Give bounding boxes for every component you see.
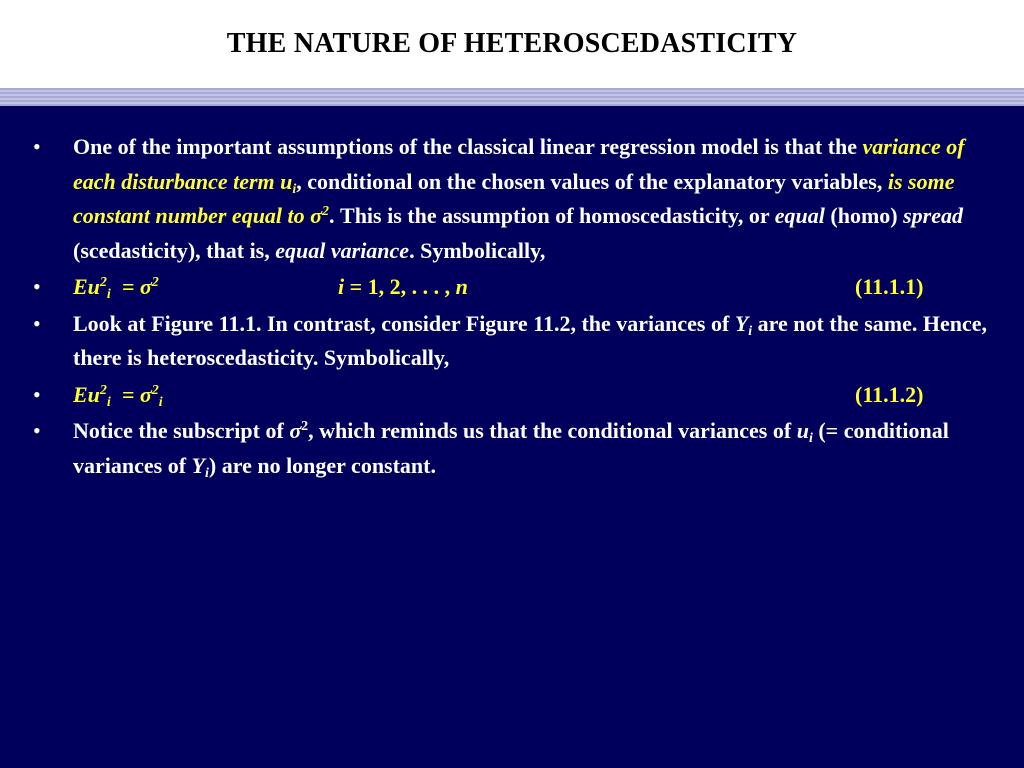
- bullet-icon: •: [33, 418, 41, 443]
- equation-lhs: [73, 378, 855, 413]
- subscript: i: [808, 431, 813, 446]
- text: , conditional on the chosen values of the explanatory variables,: [296, 168, 888, 194]
- eq-term: n: [455, 274, 468, 299]
- italic-text: Y: [191, 452, 205, 478]
- bullet-equation-11-1-2: [30, 378, 998, 413]
- equation-number: (11.1.2): [855, 381, 924, 407]
- eq-term: i: [338, 274, 345, 299]
- slide-body: [0, 106, 1024, 768]
- text: (homo): [824, 203, 904, 228]
- superscript: 2: [322, 204, 330, 219]
- eq-term: Eu: [73, 274, 100, 299]
- italic-text: u: [796, 418, 809, 443]
- subscript: i: [158, 394, 163, 410]
- bullet-icon: •: [33, 381, 41, 407]
- text: , which reminds us that the conditional variances of: [308, 418, 797, 443]
- subscript: i: [106, 394, 111, 410]
- bullet-list: [30, 130, 998, 485]
- bullet-icon: •: [33, 310, 41, 336]
- bullet-heteroscedasticity: [30, 307, 998, 376]
- bullet-homoscedasticity-assumption: [30, 130, 998, 268]
- highlight-phrase: variance of each disturbance term u: [73, 134, 965, 194]
- text: are not the same. Hence, there is heteroscedasticity. Symbolically,: [73, 310, 987, 370]
- bullet-icon: •: [33, 134, 41, 159]
- text: (scedasticity), that is,: [73, 237, 276, 263]
- bullet-icon: •: [33, 274, 41, 299]
- italic-text: equal: [774, 203, 825, 228]
- italic-text: equal variance: [275, 237, 410, 263]
- bullet-equation-11-1-1: [30, 270, 998, 305]
- subscript: i: [292, 181, 297, 197]
- text: . This is the assumption of homoscedasticity, or: [329, 203, 775, 228]
- subscript: i: [106, 287, 111, 302]
- equation-row: [73, 270, 998, 305]
- equation-lhs: [73, 270, 338, 305]
- eq-term: = σ: [110, 381, 152, 407]
- text: One of the important assumptions of the classical linear regression model is that the: [73, 134, 863, 159]
- superscript: 2: [151, 382, 159, 398]
- equation-row: [73, 378, 998, 413]
- eq-term: Eu: [73, 381, 100, 407]
- eq-term: = σ: [110, 274, 152, 299]
- text: Notice the subscript of: [73, 418, 290, 443]
- superscript: 2: [99, 382, 107, 398]
- subscript: i: [748, 323, 753, 339]
- highlight-phrase: is some constant number equal to σ: [73, 168, 955, 228]
- text: Look at Figure 11.1. In contrast, consider Figure 11.2, the variances of: [73, 310, 735, 336]
- eq-term: = 1, 2, . . . ,: [344, 274, 456, 299]
- bullet-subscript-note: [30, 414, 998, 483]
- italic-text: σ: [289, 418, 302, 443]
- text: . Symbolically,: [409, 237, 546, 263]
- equation-number: (11.1.1): [855, 274, 924, 299]
- italic-text: spread: [903, 203, 963, 228]
- italic-text: Y: [734, 310, 749, 336]
- superscript: 2: [99, 275, 107, 290]
- equation-range: [338, 270, 855, 305]
- superscript: 2: [301, 419, 309, 434]
- decorative-stripe: [0, 88, 1024, 106]
- subscript: i: [204, 465, 209, 481]
- superscript: 2: [151, 275, 159, 290]
- slide-title: THE NATURE OF HETEROSCEDASTICITY: [226, 28, 798, 59]
- text: ) are no longer constant.: [208, 452, 436, 478]
- title-bar: [0, 0, 1024, 88]
- text: (= conditional variances of: [73, 418, 949, 478]
